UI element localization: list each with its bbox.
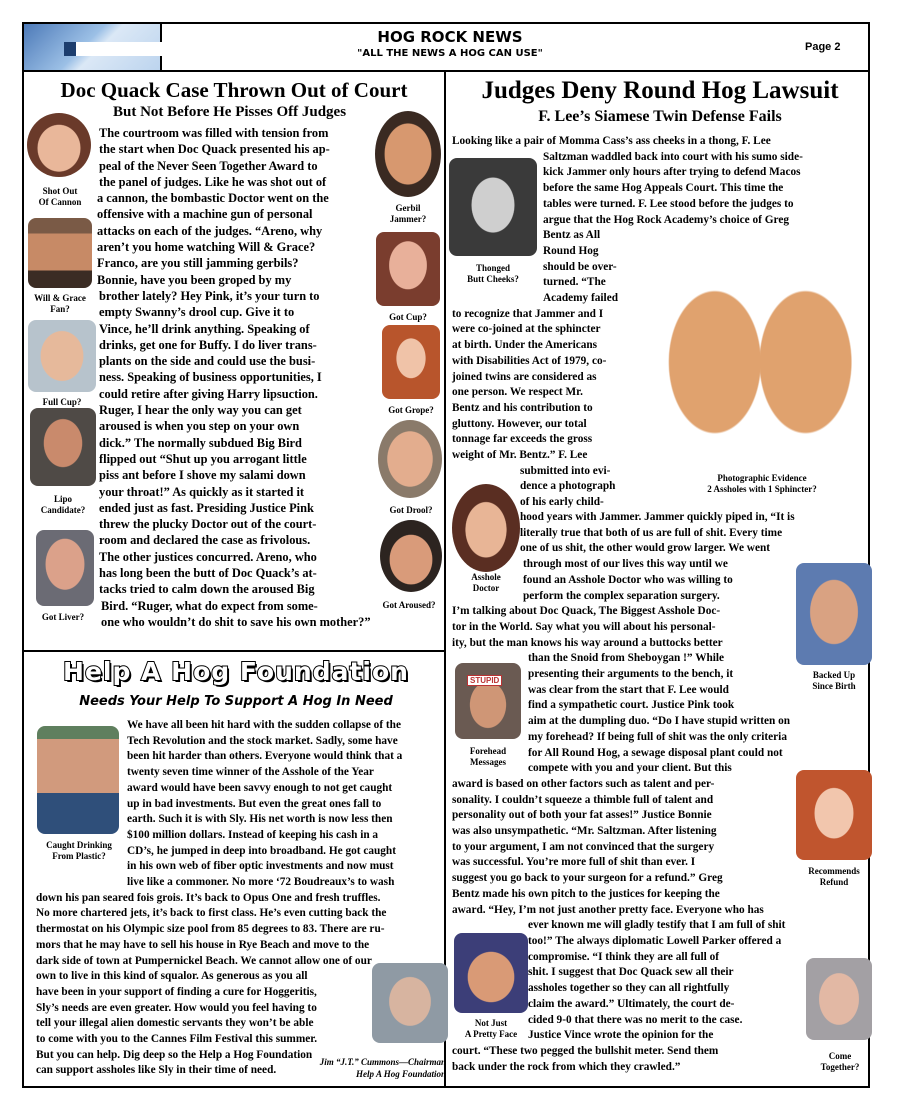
caption-got-liver: Got Liver? (41, 612, 85, 622)
text-line: tor in the World. Say what you will about his personal- (452, 620, 716, 633)
text-line: through most of our lives this way until we (523, 558, 728, 571)
text-line: found an Asshole Doctor who was willing to (523, 573, 733, 586)
text-line: a cannon, the bombastic Doctor went on the (97, 191, 329, 206)
newspaper-name: HOG ROCK NEWS (377, 28, 523, 46)
text-line: Vince, he’ll drink anything. Speaking of (99, 321, 310, 336)
text-line: before the same Hog Appeals Court. This time the (543, 182, 784, 195)
text-line: compromise. “I think they are all full of (528, 950, 719, 963)
text-line: has long been the butt of Doc Quack’s at- (99, 566, 317, 581)
text-line: plants on the side and could use the busi- (99, 354, 316, 369)
text-line: than the Snoid from Sheboygan !” While (528, 652, 725, 665)
text-line: brother lately? Hey Pink, it’s your turn to (99, 288, 320, 303)
text-line: presenting their arguments to the bench, it (528, 668, 734, 681)
text-line: to come with you to the Cannes Film Festival this summer. (36, 1033, 318, 1046)
article2-signature: Jim “J.T.” Cummons—Chairman Help A Hog Foundation (319, 1057, 446, 1079)
text-line: Bentz made his own pitch to the justices for keeping the (452, 887, 720, 900)
photo-recommends-refund (796, 770, 872, 860)
caption-got-grope: Got Grope? (388, 405, 434, 415)
photo-twins-evidence (650, 240, 866, 462)
text-line: tables were turned. F. Lee stood before the judges to (543, 197, 794, 210)
text-line: have been in your support of finding a cure for Hoggeritis, (36, 985, 317, 998)
text-line: weight of Mr. Bentz.” F. Lee (452, 449, 588, 462)
text-line: were co-joined at the sphincter (452, 323, 601, 336)
text-line: one who wouldn’t do shit to save his own mother?” (101, 614, 371, 629)
article3-body-part2 (0, 510, 900, 1075)
text-line: claim the award.” Ultimately, the court de- (528, 997, 735, 1010)
text-line: your throat!” As quickly as it started it (99, 484, 305, 499)
text-line: Bird. “Ruger, what do expect from some- (101, 598, 318, 613)
text-line: ness. Speaking of business opportunities, I (99, 370, 322, 385)
text-line: piss ant before I shove my salami down (99, 468, 306, 483)
text-line: with Disabilities Act of 1979, co- (452, 354, 607, 367)
text-line: submitted into evi- (520, 464, 611, 477)
text-line: ended just as fast. Presiding Justice Pink (99, 500, 314, 515)
text-line: to your argument, I am not convinced that the surgery (452, 840, 715, 853)
text-line: to recognize that Jammer and I (452, 307, 604, 320)
text-line: court. “These two pegged the bullshit meter. Send them (452, 1044, 719, 1057)
text-line: Bentz as All (543, 229, 601, 242)
text-line: kick Jammer only hours after trying to defend Macos (543, 166, 801, 179)
text-line: shit. I suggest that Doc Quack sew all their (528, 966, 734, 979)
text-line: find a sympathetic court. Justice Pink took (528, 699, 735, 712)
text-line: aren’t you home watching Will & Grace? (97, 240, 316, 255)
text-line: live like a commoner. No more ‘72 Boudreaux’s to wash (127, 876, 395, 889)
text-line: aim at the dumpling duo. “Do I have stupid written on (528, 715, 791, 728)
article1-subhead: But Not Before He Pisses Off Judges (113, 104, 347, 120)
text-line: suggest you go back to your surgeon for a refund.” Greg (452, 872, 723, 885)
text-line: could retire after giving Harry lipsuction. (99, 386, 318, 401)
text-line: $100 million dollars. Instead of keeping his cash in a (127, 828, 379, 841)
text-line: in his own web of fiber optic investments and now must (127, 860, 394, 873)
text-line: twenty seven time winner of the Asshole of the Year (127, 766, 374, 779)
text-line: peal of the Never Seen Together Award to (99, 158, 318, 173)
text-line: The other justices concurred. Areno, who (99, 549, 317, 564)
text-line: room and declared the case as frivolous. (99, 533, 311, 548)
text-line: award is based on other factors such as talent and per- (452, 777, 715, 790)
text-line: empty Swanny’s drool cup. Give it to (99, 305, 295, 320)
text-line: the start when Doc Quack presented his ap- (99, 142, 330, 157)
text-line: literally true that both of us are full of shit. Every time (520, 526, 783, 539)
article3-headline: Judges Deny Round Hog Lawsuit (481, 77, 839, 104)
masthead-divider (22, 70, 870, 72)
text-line: We have all been hit hard with the sudden collapse of the (127, 719, 401, 731)
text-line: dick.” The normally subdued Big Bird (99, 435, 302, 450)
caption-got-drool: Got Drool? (389, 505, 433, 515)
caption-will-grace: Will & Grace Fan? (34, 293, 86, 314)
text-line: ity, but the man knows his way around a buttocks better (452, 636, 723, 649)
photo-backed-up (796, 563, 872, 665)
text-line: turned. “The (543, 276, 606, 289)
text-line: gluttony. However, our total (452, 417, 587, 430)
text-line: award. “Hey, I’m not just another pretty face. Everyone who has (452, 903, 764, 916)
text-line: dence a photograph (520, 480, 616, 493)
text-line: Justice Vince wrote the opinion for the (528, 1029, 714, 1042)
text-line: CD’s, he jumped in deep into broadband. He got caught (127, 844, 396, 857)
text-line: thermostat on his Olympic size pool from 85 degrees to 83. There are ru- (36, 923, 385, 936)
text-line: at birth. Under the Americans (452, 339, 598, 352)
text-line: been hit harder than others. Everyone would think that a (127, 750, 403, 763)
text-line: Bentz and his contribution to (452, 401, 593, 414)
text-line: Sly’s needs are even greater. How would you feel having to (36, 1001, 317, 1014)
text-line: Ruger, I hear the only way you can get (99, 403, 302, 418)
text-line: tell your illegal alien domestic servants they won’t be able (36, 1017, 314, 1030)
text-line: No more chartered jets, it’s back to first class. He’s even cutting back the (36, 907, 387, 920)
stupid-label: STUPID (467, 675, 502, 686)
text-line: Looking like a pair of Momma Cass’s ass cheeks in a thong, F. Lee (452, 135, 771, 147)
photo-thonged (449, 158, 537, 256)
article3-subhead: F. Lee’s Siamese Twin Defense Fails (538, 108, 782, 125)
text-line: ever known me will gladly testify that I am full of shit (528, 919, 786, 932)
text-line: But you can help. Dig deep so the Help a Hog Foundation (36, 1048, 313, 1061)
caption-got-cup: Got Cup? (389, 312, 427, 322)
text-line: can support assholes like Sly in their time of need. (36, 1064, 277, 1077)
caption-shot-out: Shot Out Of Cannon (38, 186, 82, 207)
text-line: personality out of both your fat asses!” Justice Bonnie (452, 809, 712, 822)
caption-full-cup: Full Cup? (42, 397, 82, 407)
text-line: award would have been savvy enough to not get caught (127, 781, 393, 794)
text-line: hood years with Jammer. Jammer quickly piped in, “It is (520, 511, 795, 523)
text-line: back under the rock from which they crawled.” (452, 1060, 681, 1073)
text-line: of his early child- (520, 496, 604, 509)
text-line: tacks tried to calm down the aroused Big (99, 582, 315, 597)
text-line: joined twins are considered as (452, 370, 597, 383)
newspaper-tagline: "ALL THE NEWS A HOG CAN USE" (357, 48, 543, 59)
photo-forehead (455, 663, 521, 739)
newspaper-logo-graphic (24, 24, 162, 70)
text-line: Academy failed (543, 292, 618, 305)
page-number: Page 2 (805, 41, 841, 53)
text-line: for All Round Hog, a sewage disposal plant could not (528, 746, 783, 759)
article2-subtitle: Needs Your Help To Support A Hog In Need (79, 694, 393, 709)
text-line: up in bad investments. But even the great ones fall to (127, 797, 382, 810)
text-line: threw the plucky Doctor out of the court- (99, 517, 317, 532)
text-line: I’m talking about Doc Quack, The Biggest Asshole Doc- (452, 605, 721, 618)
caption-backed-up: Backed Up Since Birth (812, 670, 856, 691)
text-line: aroused is when you step on your own (99, 419, 300, 434)
text-line: Round Hog (543, 244, 599, 257)
photo-asshole-doctor (452, 484, 520, 572)
text-line: offensive with a machine gun of personal (97, 207, 313, 222)
text-line: Bonnie, have you been groped by my (97, 272, 292, 287)
text-line: argue that the Hog Rock Academy’s choice of Greg (543, 213, 789, 226)
text-line: down his pan seared fois grois. It’s back to Opus One and fresh truffles. (36, 891, 381, 904)
photo-come-together (806, 958, 872, 1040)
caption-lipo: Lipo Candidate? (40, 494, 86, 515)
text-line: flipped out “Shut up you arrogant little (99, 451, 307, 466)
article1-headline: Doc Quack Case Thrown Out of Court (60, 78, 408, 102)
text-line: tonnage far exceeds the gross (452, 433, 593, 446)
text-line: Franco, are you still jamming gerbils? (97, 256, 299, 271)
text-line: one of us shit, the other would grow larger. We went (520, 542, 770, 555)
caption-photo-evidence: Photographic Evidence 2 Assholes with 1 Sphincter? (707, 473, 817, 494)
caption-gerbil: Gerbil Jammer? (389, 203, 427, 224)
text-line: sonality. I couldn’t squeeze a thimble full of talent and (452, 793, 714, 806)
text-line: was clear from the start that F. Lee would (528, 683, 729, 696)
caption-caught-drinking: Caught Drinking From Plastic? (46, 840, 112, 861)
text-line: cided 9-0 that there was no merit to the case. (528, 1013, 743, 1026)
text-line: earth. Such it is with Sly. His net worth is now less then (127, 813, 393, 826)
caption-not-just: Not Just A Pretty Face (464, 1018, 518, 1039)
text-line: Saltzman waddled back into court with his sumo side- (543, 150, 803, 163)
article2-title: Help A Hog Foundation (63, 657, 409, 686)
text-line: drinks, get one for Buffy. I do liver trans- (99, 337, 317, 352)
text-line: dark side of town at Pumpernickel Beach. We cannot allow one of our (36, 954, 372, 967)
caption-thonged: Thonged Butt Cheeks? (467, 263, 519, 284)
text-line: was also unsympathetic. “Mr. Saltzman. After listening (452, 825, 717, 838)
text-line: The courtroom was filled with tension from (99, 126, 329, 140)
text-line: the panel of judges. Like he was shot out of (99, 174, 327, 189)
caption-come-together: Come Together? (820, 1051, 860, 1072)
text-line: was successful. You’re more full of shit than ever. I (452, 856, 696, 869)
text-line: mors that he may have to sell his house in Rye Beach and move to the (36, 938, 370, 951)
text-line: one person. We respect Mr. (452, 386, 583, 399)
text-line: Tech Revolution and the stock market. Sadly, some have (127, 734, 398, 747)
text-line: own to live in this kind of squalor. As generous as you all (36, 970, 308, 983)
caption-forehead: Forehead Messages (469, 746, 507, 767)
text-line: attacks on each of the judges. “Areno, why (97, 223, 323, 238)
text-line: too!” The always diplomatic Lowell Parker offered a (528, 934, 782, 947)
caption-recommends: Recommends Refund (808, 866, 860, 887)
text-line: assholes together so they can all rightfully (528, 982, 730, 995)
caption-got-aroused: Got Aroused? (382, 600, 436, 610)
text-line: my forehead? If being full of shit was the only criteria (528, 730, 787, 743)
photo-not-just (454, 933, 528, 1013)
caption-asshole-doctor: Asshole Doctor (471, 572, 501, 593)
text-line: perform the complex separation surgery. (523, 589, 720, 602)
text-line: should be over- (543, 260, 617, 273)
text-line: compete with you and your client. But this (528, 762, 732, 775)
